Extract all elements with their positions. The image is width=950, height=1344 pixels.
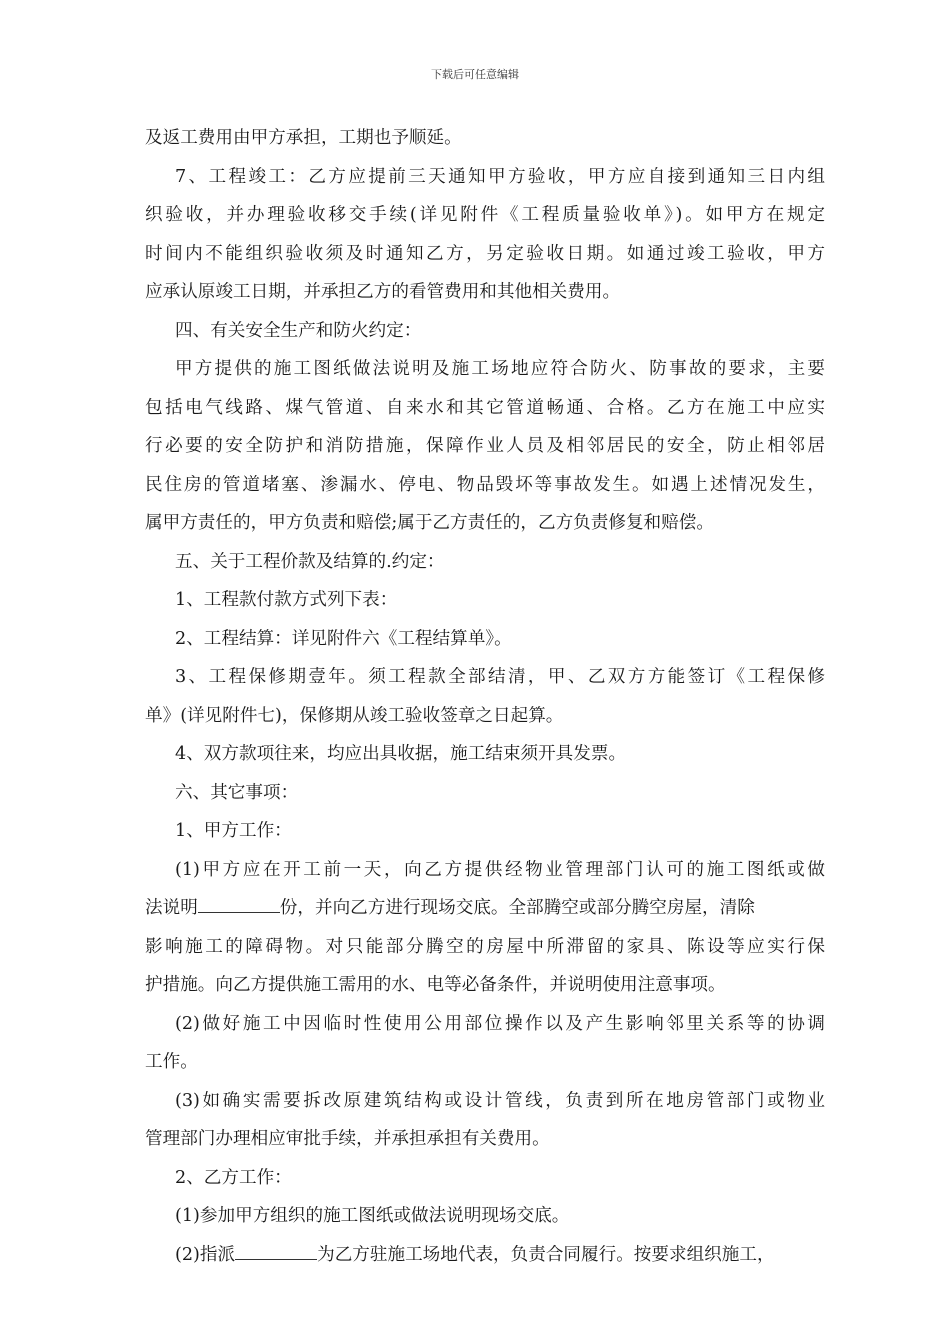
paragraph-line: 甲方提供的施工图纸做法说明及施工场地应符合防火、防事故的要求，主要 — [175, 359, 825, 379]
paragraph-line: 1、甲方工作： — [175, 821, 292, 841]
paragraph-line: (3)如确实需要拆改原建筑结构或设计管线，负责到所在地房管部门或物业 — [175, 1090, 825, 1111]
paragraph-line: (1)参加甲方组织的施工图纸或做法说明现场交底。 — [175, 1206, 570, 1226]
section-heading: 六、其它事项： — [175, 782, 299, 803]
paragraph-line-with-blank — [145, 889, 825, 928]
paragraph-line: 1、工程款付款方式列下表： — [175, 590, 398, 610]
paragraph-line: 影响施工的障碍物。对只能部分腾空的房屋中所滞留的家具、陈设等应实行保 — [145, 936, 825, 957]
paragraph-line: 3、工程保修期壹年。须工程款全部结清，甲、乙双方方能签订《工程保修 — [175, 667, 825, 687]
paragraph-line: 织验收，并办理验收移交手续(详见附件《工程质量验收单》)。如甲方在规定 — [145, 205, 825, 225]
paragraph-line: (2)做好施工中因临时性使用公用部位操作以及产生影响邻里关系等的协调 — [175, 1013, 825, 1034]
page-header: 下载后可任意编辑 — [431, 68, 519, 81]
paragraph-line: 护措施。向乙方提供施工需用的水、电等必备条件，并说明使用注意事项。 — [145, 975, 726, 995]
paragraph-line: 7、工程竣工：乙方应提前三天通知甲方验收，甲方应自接到通知三日内组 — [175, 166, 825, 187]
paragraph-line: 时间内不能组织验收须及时通知乙方，另定验收日期。如通过竣工验收，甲方 — [145, 243, 825, 264]
paragraph-line: 民住房的管道堵塞、渗漏水、停电、物品毁坏等事故发生。如遇上述情况发生， — [145, 474, 825, 495]
paragraph-line: 2、乙方工作： — [175, 1167, 292, 1188]
paragraph-line: 属甲方责任的，甲方负责和赔偿;属于乙方责任的，乙方负责修复和赔偿。 — [145, 513, 714, 533]
section-heading: 四、有关安全生产和防火约定： — [175, 320, 422, 341]
paragraph-line-with-blank — [145, 1236, 825, 1275]
paragraph-line: 2、工程结算：详见附件六《工程结算单》。 — [175, 628, 512, 649]
document-body — [145, 119, 825, 1274]
paragraph-line: 管理部门办理相应审批手续，并承担承担有关费用。 — [145, 1129, 550, 1149]
paragraph-line: (1)甲方应在开工前一天，向乙方提供经物业管理部门认可的施工图纸或做 — [175, 859, 825, 880]
paragraph-line: 及返工费用由甲方承担，工期也予顺延。 — [145, 128, 462, 148]
line-text: (2)指派 — [175, 1244, 236, 1265]
fill-in-blank — [198, 898, 280, 913]
section-heading: 五、关于工程价款及结算的.约定： — [175, 551, 445, 572]
line-text: 份，并向乙方进行现场交底。全部腾空或部分腾空房屋，清除 — [279, 898, 755, 918]
paragraph-line: 4、双方款项往来，均应出具收据，施工结束须开具发票。 — [175, 744, 627, 764]
paragraph-line: 包括电气线路、煤气管道、自来水和其它管道畅通、合格。乙方在施工中应实 — [145, 397, 825, 418]
line-text: 法说明 — [145, 898, 198, 918]
paragraph-line: 单》(详见附件七)，保修期从竣工验收签章之日起算。 — [145, 705, 564, 726]
line-text: 为乙方驻施工场地代表，负责合同履行。按要求组织施工， — [317, 1244, 775, 1265]
paragraph-line: 工作。 — [145, 1052, 198, 1072]
paragraph-line: 应承认原竣工日期，并承担乙方的看管费用和其他相关费用。 — [145, 282, 621, 302]
paragraph-line: 行必要的安全防护和消防措施，保障作业人员及相邻居民的安全，防止相邻居 — [145, 436, 825, 456]
fill-in-blank — [235, 1245, 317, 1260]
